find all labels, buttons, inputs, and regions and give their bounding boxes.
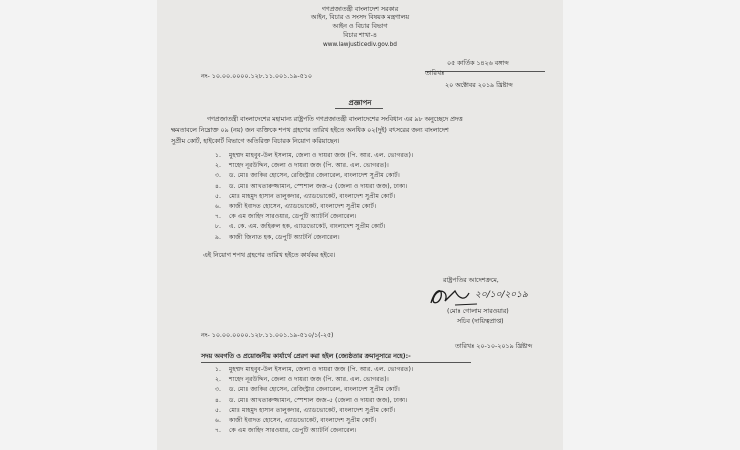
header-government: গণপ্রজাতন্ত্রী বাংলাদেশ সরকার: [321, 6, 399, 13]
appointee-list: [215, 151, 413, 243]
header-website: www.lawjusticediv.gov.bd: [323, 42, 397, 48]
list-item: ২. শাহেদ নূরউদ্দিন, জেলা ও দায়রা জজ (পি. আর. এল. ভোগরত)।: [215, 376, 389, 384]
order-line: রাষ্ট্রপতির আদেশক্রমে,: [443, 277, 499, 284]
list-item: ৬. কাজী ইবাদত হোসেন, এ্যাডভোকেট, বাংলাদেশ সুপ্রীম কোর্ট।: [215, 203, 377, 211]
document-title: প্রজ্ঞাপন: [348, 99, 372, 107]
list-item: ১. মুহম্মদ মাহবুব-উল ইসলাম, জেলা ও দায়রা জজ (পি. আর. এল. ভোগরত)।: [215, 152, 414, 159]
body-line-2: ক্ষমতাবলে নিম্নোক্ত ০৯ (নয়) জন ব্যক্তিকে শপথ গ্রহণের তারিখ হইতে অনধিক ০২(দুই) বৎসরের জন্য বাংলাদেশ: [171, 127, 449, 134]
handwritten-date: ২০/১০/২০১৯: [475, 290, 528, 300]
list-item: ৫. মোঃ মাহমুদ হাসান তালুকদার, এ্যাডভোকেট, বাংলাদেশ সুপ্রীম কোর্ট।: [215, 406, 396, 414]
date-english: ২০ অক্টোবর ২০১৯ খ্রিষ্টাব্দ: [445, 82, 513, 89]
date-bangla: ০৫ কার্তিক ১৪২৬ বঙ্গাব্দ: [447, 60, 509, 67]
distribution-list: [215, 365, 413, 436]
list-item: ৮. এ. কে. এম. জহিরুল হক, এ্যাডভোকেট, বাংলাদেশ সুপ্রীম কোর্ট।: [215, 223, 386, 231]
list-item: ৭. কে এম জাহিদ সারওয়ার, ডেপুটি অ্যাটর্নি জেনারেল।: [215, 427, 357, 435]
distribution-heading: সদয় অবগতি ও প্রয়োজনীয় কার্যার্থে প্রেরণ করা হইল (জ্যেষ্ঠতার ক্রমানুসারে নহে):-: [201, 353, 411, 360]
document-page: [157, 0, 563, 450]
memo-number-2: নং- ১০.০০.০০০০.১২৮.১১.০০১.১৯-৫১০/১(-২৫): [201, 332, 334, 339]
list-item: ৪. ড. মোঃ আখতারুজ্জামান, স্পেশাল জজ-৫ (জেলা ও দায়রা জজ), ঢাকা।: [215, 396, 408, 404]
effect-statement: এই নিয়োগ শপথ গ্রহণের তারিখ হইতে কার্যকর হইবে।: [203, 252, 336, 259]
date-2: তারিখঃ ২০-১০-২০১৯ খ্রিষ্টাব্দ: [455, 343, 533, 350]
left-margin: [0, 0, 157, 450]
list-item: ৩. ড. মোঃ জাকির হোসেন, রেজিস্ট্রার জেনারেল, বাংলাদেশ সুপ্রীম কোর্ট।: [215, 386, 400, 394]
signatory-designation: সচিব (দায়িত্বপ্রাপ্ত): [457, 318, 504, 325]
list-item: ১. মুহম্মদ মাহবুব-উল ইসলাম, জেলা ও দায়রা জজ (পি. আর. এল. ভোগরত)।: [215, 366, 414, 373]
body-line-1: গণপ্রজাতন্ত্রী বাংলাদেশের মহামান্য রাষ্ট্রপতি গণপ্রজাতন্ত্রী বাংলাদেশের সংবিধান এর ৯৮ অনুচ্ছেদে প্রদত্ত: [207, 116, 463, 123]
header-section: বিচার শাখা-৪: [343, 32, 377, 39]
list-item: ৯. কাজী জিনাত হক, ডেপুটি অ্যাটর্নি জেনারেল।: [215, 233, 340, 241]
body-line-3: সুপ্রীম কোর্ট, হাইকোর্ট বিভাগে অতিরিক্ত বিচারক নিয়োগ করিয়াছেন।: [171, 138, 340, 145]
right-margin: [563, 0, 740, 450]
list-item: ২. শাহেদ নূরউদ্দিন, জেলা ও দায়রা জজ (পি. আর. এল. ভোগরত)।: [215, 162, 389, 170]
signatory-name: (মোঃ গোলাম সারওয়ার): [447, 308, 509, 315]
list-item: ৪. ড. মোঃ আখতারুজ্জামান, স্পেশাল জজ-৫ (জেলা ও দায়রা জজ), ঢাকা।: [215, 182, 408, 190]
list-item: ৫. মোঃ মাহমুদ হাসান তালুকদার, এ্যাডভোকেট, বাংলাদেশ সুপ্রীম কোর্ট।: [215, 192, 396, 200]
list-item: ৭. কে এম জাহিদ সারওয়ার, ডেপুটি অ্যাটর্নি জেনারেল।: [215, 213, 357, 221]
list-item: ৩. ড. মোঃ জাকির হোসেন, রেজিস্ট্রার জেনারেল, বাংলাদেশ সুপ্রীম কোর্ট।: [215, 172, 400, 180]
title-underline: [335, 108, 383, 109]
list-item: ৬. কাজী ইবাদত হোসেন, এ্যাডভোকেট, বাংলাদেশ সুপ্রীম কোর্ট।: [215, 417, 377, 425]
header-ministry: আইন, বিচার ও সংসদ বিষয়ক মন্ত্রণালয়: [310, 14, 410, 21]
distribution-underline: [201, 362, 471, 363]
date-label: তারিখঃ: [425, 70, 445, 77]
header-division: আইন ও বিচার বিভাগ: [332, 23, 388, 30]
memo-number: নং- ১০.০০.০০০০.১২৮.১১.০০১.১৯-৫১০: [201, 73, 312, 80]
